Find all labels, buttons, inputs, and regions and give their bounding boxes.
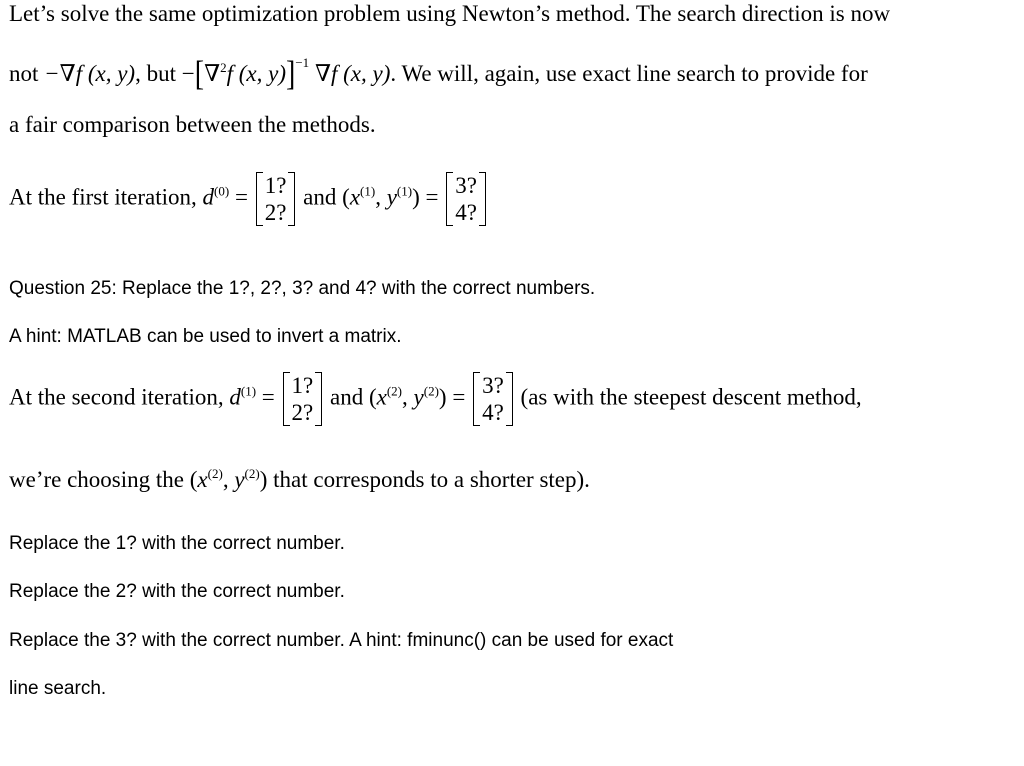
x-symbol: x [349, 184, 361, 210]
x-symbol: x [197, 467, 208, 492]
d-symbol: d [229, 384, 241, 410]
gradient-expr: ∇f (x, y) [314, 61, 391, 86]
second-iteration: At the second iteration, $d^{(1)}$ = 1? 2? and ($x^{(2)}$, $y^{(2)}$) = 3? 4? (as with the steepest descent method, [9, 373, 862, 425]
first-iter-prefix: At the first iteration, [9, 184, 197, 210]
d-superscript: (0) [214, 183, 230, 199]
x-symbol: x [376, 384, 387, 410]
y-superscript: (2) [244, 466, 260, 481]
x-superscript: (1) [360, 183, 376, 199]
vector-entry-3: 3? [482, 373, 504, 398]
vector-entry-4: 4? [482, 400, 504, 425]
intro-line-1 [9, 1, 890, 27]
vector-entry-1: 1? [291, 373, 314, 398]
point-vector [473, 372, 513, 426]
vector-entry-1: 1? [264, 173, 287, 198]
word-but: , but [135, 61, 176, 86]
vector-entry-2: 2? [291, 400, 314, 425]
shorter-step-text: that corresponds to a shorter step). [273, 467, 590, 492]
d-superscript: (1) [240, 383, 257, 399]
intro-line-3 [9, 112, 376, 138]
question-hint [9, 326, 402, 348]
neg-gradient-expr: −∇f (x, y) [44, 61, 136, 86]
vector-entry-3: 3? [455, 173, 477, 198]
intro-line-2 [9, 55, 868, 94]
d-symbol: d [202, 184, 215, 210]
task-1 [9, 533, 345, 555]
second-iter-suffix: (as with the steepest descent method, [520, 384, 862, 410]
hessian-function: f (x, y) [226, 61, 287, 86]
task-2-text: Replace the 2? with the correct number. [9, 581, 345, 602]
task-3-text-continued: line search. [9, 678, 107, 699]
x-superscript: (2) [386, 383, 403, 399]
word-and: and [329, 384, 364, 410]
y-symbol: y [413, 384, 424, 410]
y-superscript: (2) [423, 383, 439, 399]
left-bracket: [ [194, 55, 205, 94]
task-2 [9, 581, 345, 603]
y-symbol: y [234, 467, 245, 492]
choosing-text: we’re choosing the [9, 467, 184, 492]
equals-sign: = [425, 184, 439, 210]
hessian-power: 2 [220, 60, 227, 75]
task-3-continued [9, 678, 106, 700]
equals-sign: = [452, 384, 466, 410]
question-text: Question 25: Replace the 1?, 2?, 3? and 4? with the correct numbers. [9, 278, 596, 299]
vector-entry-2: 2? [264, 200, 287, 225]
intro-line-3-text: a fair comparison between the methods. [9, 112, 376, 137]
intro-line-2-rest: . We will, again, use exact line search to provide for [390, 61, 868, 86]
intro-text: Let’s solve the same optimization problem using Newton’s method. The search direction is now [9, 1, 891, 26]
task-3 [9, 630, 673, 652]
word-and: and [303, 184, 337, 210]
direction-vector [256, 172, 296, 226]
hint-text: A hint: MATLAB can be used to invert a matrix. [9, 326, 402, 347]
equals-sign: = [234, 184, 248, 210]
hessian-nabla: ∇ [204, 61, 221, 86]
task-1-text: Replace the 1? with the correct number. [9, 533, 345, 554]
x-superscript: (2) [207, 466, 223, 481]
vector-entry-4: 4? [455, 200, 477, 225]
first-iteration: At the first iteration, $d^{(0)}$ = 1? 2? and ($x^{(1)}$, $y^{(1)}$) = 3? 4? [9, 172, 488, 226]
point-vector [446, 172, 486, 226]
second-iteration-line-2: we’re choosing the ($x^{(2)}$, $y^{(2)}$) that corresponds to a shorter step). [9, 466, 590, 492]
y-symbol: y [386, 184, 397, 210]
second-iter-prefix: At the second iteration, [9, 384, 224, 410]
direction-vector [283, 372, 323, 426]
inverse-power: −1 [295, 55, 310, 70]
word-not: not [9, 61, 39, 86]
y-superscript: (1) [396, 183, 413, 199]
question-25 [9, 278, 595, 300]
right-bracket: ] [286, 55, 296, 94]
equals-sign: = [261, 384, 275, 410]
task-3-text: Replace the 3? with the correct number. A hint: fminunc() can be used for exact [9, 630, 674, 651]
minus-sign: − [181, 61, 195, 86]
